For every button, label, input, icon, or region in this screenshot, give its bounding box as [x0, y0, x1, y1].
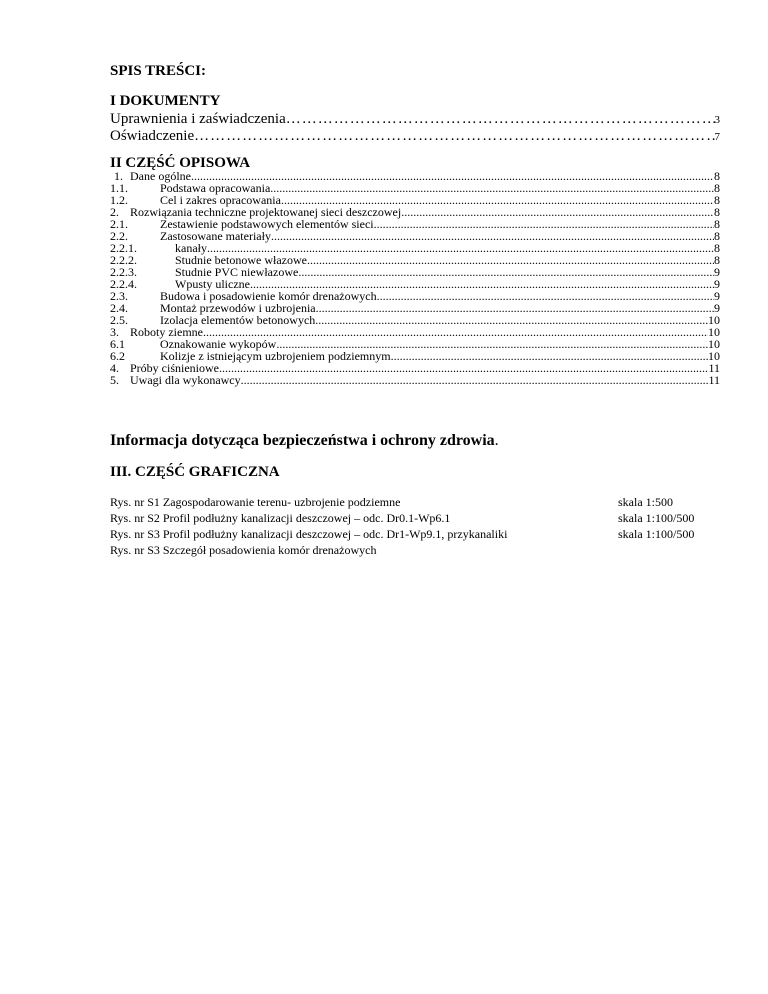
- doc-item-2: [110, 127, 720, 146]
- toc-page: 8: [714, 217, 720, 231]
- toc-number: 2.2.1.: [110, 241, 137, 255]
- leader-dots: [377, 290, 714, 302]
- toc-text: Uwagi dla wykonawcy: [130, 373, 241, 387]
- toc-number: 2.4.: [110, 301, 128, 315]
- toc-text: Kolizje z istniejącym uzbrojeniem podziemnym: [160, 349, 391, 363]
- toc-text: Studnie betonowe włazowe: [175, 253, 307, 267]
- drawing-title: Rys. nr S1 Zagospodarowanie terenu- uzbrojenie podziemne: [110, 495, 401, 509]
- leader-dots: [374, 218, 714, 230]
- page-title: SPIS TREŚCI:: [110, 63, 207, 79]
- toc-text: Rozwiązania techniczne projektowanej sieci deszczowej: [130, 205, 402, 219]
- leader-dots: [286, 110, 715, 128]
- toc-text: Wpusty uliczne: [175, 277, 250, 291]
- toc-text: Zestawienie podstawowych elementów sieci: [160, 217, 374, 231]
- drawing-row: [110, 494, 700, 510]
- toc-text: Studnie PVC niewłazowe: [175, 265, 299, 279]
- toc-number: 5.: [110, 373, 119, 387]
- toc-page: 11: [708, 373, 720, 387]
- doc-item-page: 3: [714, 114, 720, 126]
- leader-dots: [401, 206, 714, 218]
- toc-page: 11: [708, 361, 720, 375]
- drawing-row: [110, 510, 700, 526]
- toc-text: Budowa i posadowienie komór drenażowych: [160, 289, 377, 303]
- doc-item-label: Uprawnienia i zaświadczenia: [110, 111, 286, 127]
- leader-dots: [391, 350, 708, 362]
- drawing-row: [110, 542, 700, 558]
- toc-page: 8: [714, 181, 720, 195]
- toc-number: 6.2: [110, 349, 125, 363]
- table-of-contents: [110, 170, 720, 386]
- toc-text: Montaż przewodów i uzbrojenia: [160, 301, 316, 315]
- toc-number: 2.2.4.: [110, 277, 137, 291]
- toc-text: kanały: [175, 241, 207, 255]
- drawing-title: Rys. nr S3 Profil podłużny kanalizacji deszczowej – odc. Dr1-Wp9.1, przykanaliki: [110, 527, 508, 541]
- toc-page: 8: [714, 241, 720, 255]
- leader-dots: [316, 302, 714, 314]
- toc-text: Oznakowanie wykopów: [160, 337, 277, 351]
- toc-page: 9: [714, 277, 720, 291]
- toc-number: 1.2.: [110, 193, 128, 207]
- leader-dots: [307, 254, 714, 266]
- toc-number: 1.: [114, 169, 123, 183]
- safety-info-text: Informacja dotycząca bezpieczeństwa i ochrony zdrowia: [110, 432, 495, 449]
- toc-number: 1.1.: [110, 181, 128, 195]
- toc-page: 9: [714, 301, 720, 315]
- toc-number: 2.2.3.: [110, 265, 137, 279]
- toc-text: Zastosowane materiały: [160, 229, 271, 243]
- toc-text: Roboty ziemne: [130, 325, 203, 339]
- drawing-row: [110, 526, 700, 542]
- toc-number: 3.: [110, 325, 119, 339]
- toc-page: 8: [714, 229, 720, 243]
- toc-page: 8: [714, 205, 720, 219]
- toc-number: 2.2.2.: [110, 253, 137, 267]
- leader-dots: [241, 374, 709, 386]
- toc-text: Izolacja elementów betonowych: [160, 313, 316, 327]
- leader-dots: [219, 362, 708, 374]
- drawing-title: Rys. nr S3 Szczegół posadowienia komór drenażowych: [110, 543, 377, 557]
- toc-number: 2.2.: [110, 229, 128, 243]
- toc-number: 6.1: [110, 337, 125, 351]
- drawing-scale: skala 1:500: [618, 495, 673, 509]
- toc-page: 9: [714, 289, 720, 303]
- leader-dots: [315, 314, 708, 326]
- toc-page: 10: [708, 349, 720, 363]
- toc-page: 8: [714, 253, 720, 267]
- section-1-heading: I DOKUMENTY: [110, 93, 221, 109]
- leader-dots: [271, 230, 714, 242]
- safety-info-heading: [110, 432, 499, 450]
- toc-page: 8: [714, 169, 720, 183]
- safety-info-suffix: .: [494, 432, 499, 449]
- leader-dots: [298, 266, 714, 278]
- leader-dots: [273, 182, 714, 194]
- toc-page: 10: [708, 313, 720, 327]
- doc-item-page: 7: [714, 131, 720, 143]
- toc-text: Podstawa opracowania.: [160, 181, 274, 195]
- toc-number: 2.5.: [110, 313, 128, 327]
- toc-number: 4.: [110, 361, 119, 375]
- section-2-heading: II CZĘŚĆ OPISOWA: [110, 155, 251, 171]
- toc-page: 8: [714, 193, 720, 207]
- toc-page: 10: [708, 325, 720, 339]
- toc-number: 2.3.: [110, 289, 128, 303]
- toc-number: 2.: [110, 205, 119, 219]
- leader-dots: [203, 326, 708, 338]
- doc-item-label: Oświadczenie: [110, 128, 195, 144]
- toc-text: Próby ciśnieniowe: [130, 361, 219, 375]
- toc-page: 9: [714, 265, 720, 279]
- toc-page: 10: [708, 337, 720, 351]
- drawings-list: [110, 494, 700, 558]
- leader-dots: [194, 127, 714, 145]
- toc-text: Dane ogólne: [130, 169, 191, 183]
- toc-number: 2.1.: [110, 217, 128, 231]
- section-3-heading: III. CZĘŚĆ GRAFICZNA: [110, 464, 280, 480]
- drawing-title: Rys. nr S2 Profil podłużny kanalizacji deszczowej – odc. Dr0.1-Wp6.1: [110, 511, 451, 525]
- toc-text: Cel i zakres opracowania: [160, 193, 281, 207]
- toc-row: [110, 374, 720, 386]
- drawing-scale: [618, 542, 700, 558]
- drawing-scale: skala 1:100/500: [618, 511, 695, 525]
- drawing-scale: skala 1:100/500: [618, 527, 695, 541]
